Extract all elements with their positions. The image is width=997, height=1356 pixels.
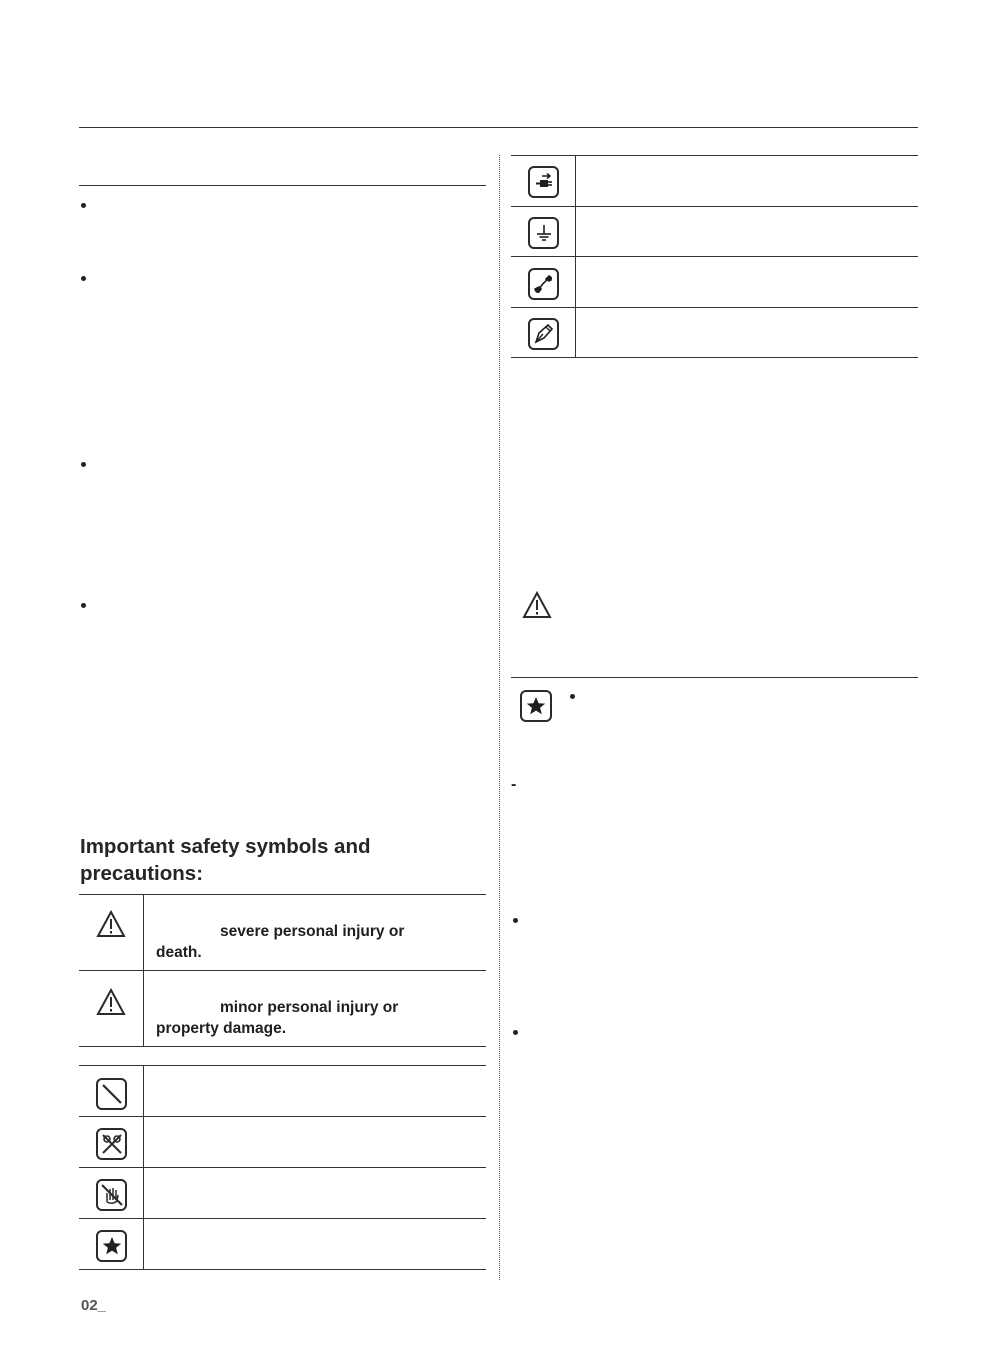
page-number: 02_	[81, 1297, 107, 1314]
caution-text-bold: minor personal injury or	[220, 999, 399, 1016]
right-section-rule	[511, 677, 918, 678]
bullet	[81, 462, 86, 467]
unplug-icon	[528, 166, 559, 198]
dash-marker: -	[511, 776, 517, 793]
bullet	[513, 918, 518, 923]
bullet	[81, 203, 86, 208]
caution-text: property damage.	[156, 1020, 287, 1037]
bullet	[81, 603, 86, 608]
warning-triangle-icon	[96, 910, 126, 943]
note-icon	[528, 318, 559, 350]
caution-triangle-icon	[522, 591, 552, 624]
bullet	[81, 276, 86, 281]
contact-service-icon	[528, 268, 559, 300]
do-not-attempt-icon	[96, 1078, 127, 1110]
left-section-rule	[79, 185, 486, 186]
do-not-touch-icon	[96, 1179, 127, 1211]
follow-directions-icon	[96, 1230, 127, 1262]
section-heading: Important safety symbols and precautions:	[80, 835, 371, 885]
warning-text-bold: severe personal injury or	[220, 923, 405, 940]
caution-triangle-icon	[96, 988, 126, 1021]
grounding-icon	[528, 217, 559, 249]
top-rule	[79, 127, 918, 128]
bullet	[513, 1030, 518, 1035]
star-note-icon	[520, 690, 552, 722]
bullet	[570, 694, 575, 699]
column-divider	[499, 155, 500, 1280]
warning-text: death.	[156, 944, 202, 961]
do-not-disassemble-icon	[96, 1128, 127, 1160]
